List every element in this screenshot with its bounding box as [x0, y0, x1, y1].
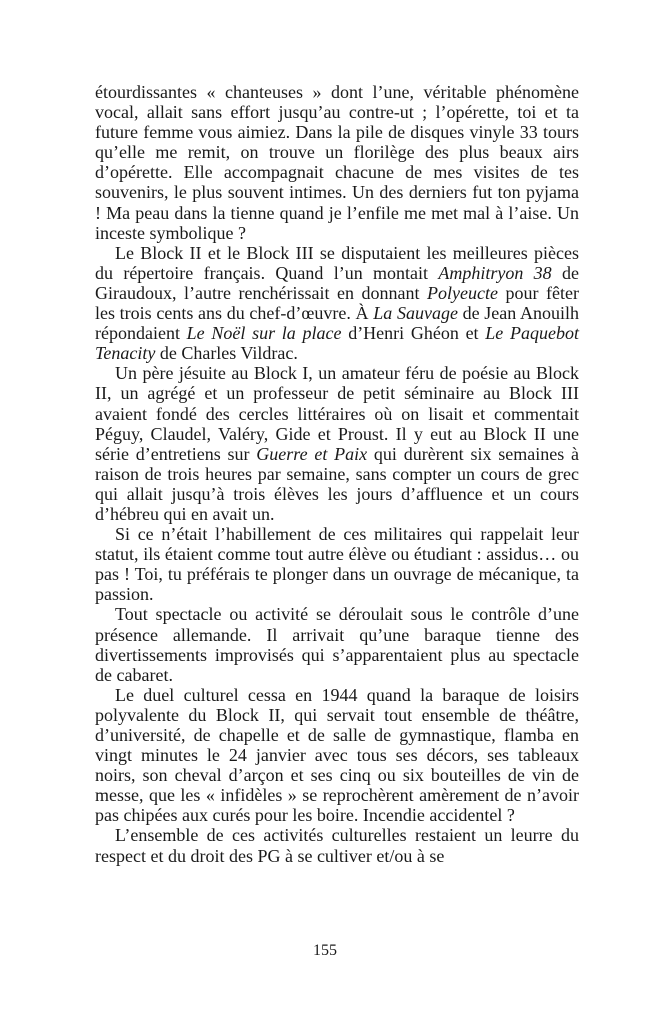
- text-run: d’Henri Ghéon et: [341, 323, 486, 344]
- text-run: Le Block II et le Block III se disputaient les meilleures pièces du répertoire français. Quand l’un montait: [95, 242, 579, 283]
- text-run: Un père jésuite au Block I, un amateur féru de poésie au Block II, un agrégé et un professeur de petit séminaire au Block III avaient fondé des cercles littéraires où on lisait et commentait Péguy, Claudel, Valéry, Gide et Proust. Il y eut au Block II une série d’entretiens sur: [95, 363, 579, 464]
- page-number: 155: [313, 942, 337, 959]
- title-la-sauvage: La Sauvage: [373, 303, 458, 324]
- text-run: Si ce n’était l’habillement de ces militaires qui rappelait leur statut, ils étaient comme tout autre élève ou étudiant : assidus… ou pas ! Toi, tu préférais te plonger dans un ouvrage de mécanique, ta passion.: [95, 524, 579, 605]
- text-run: de Jean Anouilh répondaient: [95, 303, 579, 344]
- text-run: de Giraudoux, l’autre renchérissait en donnant: [95, 262, 580, 303]
- title-amphitryon: Amphitryon 38: [438, 262, 552, 283]
- paragraph-4: [95, 524, 579, 604]
- text-run: qui durèrent six semaines à raison de trois heures par semaine, sans compter un cours de grec qui allait jusqu’à trois élèves les jours d’affluence et un cours d’hébreu qui en avait un.: [95, 443, 579, 524]
- text-run: L’ensemble de ces activités culturelles restaient un leurre du respect et du droit des PG à se cultiver et/ou à se: [95, 825, 579, 866]
- text-run: Tout spectacle ou activité se déroulait sous le contrôle d’une présence allemande. Il arrivait qu’une baraque tienne des divertissements improvisés qui s’apparentaient plus au spectacle de cabaret.: [95, 604, 579, 685]
- page-body: [95, 82, 579, 866]
- text-run: de Charles Vildrac.: [155, 343, 298, 364]
- title-noel-sur-la-place: Le Noël sur la place: [186, 323, 342, 344]
- title-polyeucte: Polyeucte: [427, 282, 498, 303]
- text-run: Le duel culturel cessa en 1944 quand la baraque de loisirs polyvalente du Block II, qui servait tout ensemble de théâtre, d’université, de chapelle et de salle de gymnastique, flamba en vingt minutes le 24 janvier avec tous ses décors, ses tableaux noirs, son cheval d’arçon et ses cinq ou six bouteilles de vin de messe, que les « infidèles » se reprochèrent amèrement de n’avoir pas chipées aux curés pour les boire. Incendie accidentel ?: [95, 684, 579, 826]
- paragraph-3: [95, 363, 579, 524]
- paragraph-2: [95, 243, 579, 364]
- paragraph-6: [95, 685, 579, 826]
- title-paquebot-tenacity: Le Paquebot Tenacity: [95, 323, 579, 364]
- paragraph-5: [95, 604, 579, 684]
- text-run: étourdissantes « chanteuses » dont l’une, véritable phénomène vocal, allait sans effort jusqu’au contre-ut ; l’opérette, toi et ta future femme vous aimiez. Dans la pile de disques vinyle 33 tours qu’elle me remit, on trouve un florilège des plus beaux airs d’opérette. Elle accompagnait chacune de mes visites de tes souvenirs, le plus souvent intimes. Un des derniers fut ton pyjama ! Ma peau dans la tienne quand je l’enfile me met mal à l’aise. Un inceste symbolique ?: [95, 82, 579, 243]
- text-run: pour fêter les trois cents ans du chef-d’œuvre. À: [95, 282, 579, 324]
- paragraph-7: [95, 825, 579, 865]
- paragraph-1: [95, 82, 579, 243]
- title-guerre-et-paix: Guerre et Paix: [256, 443, 368, 464]
